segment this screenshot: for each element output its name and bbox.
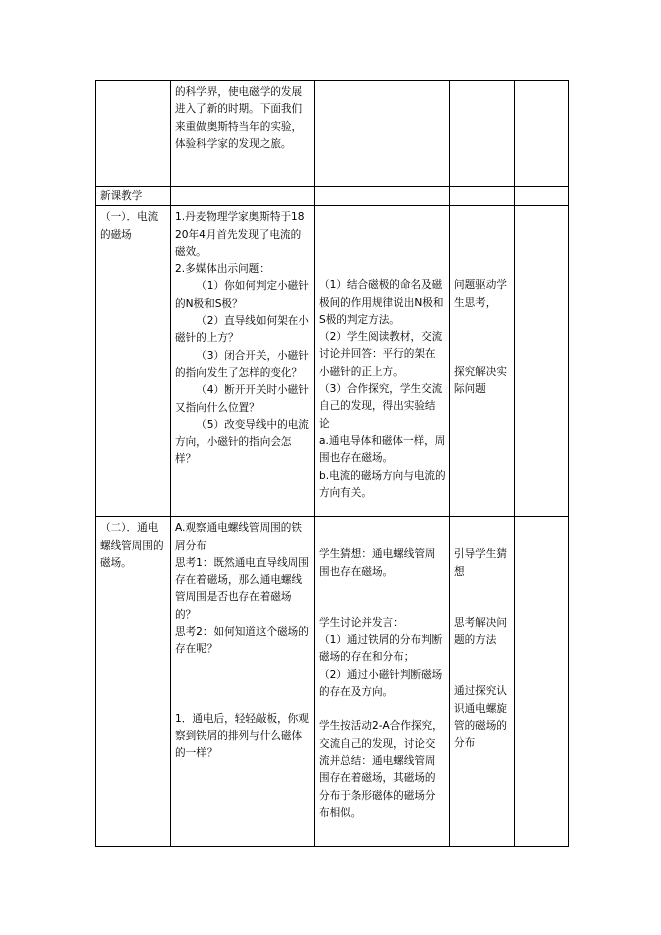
section-title: （一）．电流的磁场	[100, 211, 159, 241]
paragraph: 学生按活动2-A合作探究，交流自己的发现，讨论交流并总结：通电螺线管周围存在着磁场，其磁场的分布于条形磁体的磁场分布相似。	[319, 720, 443, 819]
table-row	[96, 187, 569, 206]
teacher-activity-cell	[171, 206, 315, 517]
student-activity-cell	[315, 517, 450, 847]
paragraph: 1.丹麦物理学家奥斯特于1820年4月首先发现了电流的磁效。	[175, 211, 305, 258]
paragraph: 思考1：既然通电直导线周围存在着磁场，那么通电螺线管周围是否也存在着磁场的？	[175, 556, 309, 621]
teacher-activity-cell	[171, 187, 315, 206]
paragraph: （2）学生阅读教材，交流讨论并回答：平行的架在小磁针的正上方。	[319, 331, 443, 378]
question-item: （1）你如何判定小磁针的N极和S极？	[175, 280, 309, 310]
section-cell	[96, 81, 171, 187]
notes-cell	[515, 206, 569, 517]
table-row	[96, 206, 569, 517]
notes-cell	[515, 187, 569, 206]
question-item: （4）断开开关时小磁针又指向什么位置？	[175, 384, 309, 414]
teacher-activity-cell	[171, 81, 315, 187]
paragraph: 的科学界，使电磁学的发展进入了新的时期。下面我们来重做奥斯特当年的实验，体验科学家的发现之旅。	[175, 86, 303, 150]
design-intent-cell	[450, 517, 515, 847]
paragraph: 通过探究认识通电螺旋管的磁场的分布	[454, 685, 507, 750]
design-intent-cell	[450, 206, 515, 517]
paragraph: （2）通过小磁针判断磁场的存在及方向。	[319, 668, 443, 699]
question-item: （5）改变导线中的电流方向，小磁针的指向会怎样？	[175, 418, 309, 466]
teacher-activity-cell	[171, 517, 315, 847]
paragraph: 探究解决实际问题	[454, 365, 507, 396]
student-activity-cell	[315, 81, 450, 187]
notes-cell	[515, 81, 569, 187]
paragraph: b.电流的磁场方向与电流的方向有关。	[319, 469, 446, 499]
paragraph: 2.多媒体出示问题：	[175, 263, 270, 276]
lesson-plan-table	[95, 80, 569, 847]
notes-cell	[515, 517, 569, 847]
paragraph: 思考2：如何知道这个磁场的存在呢？	[175, 626, 309, 656]
section-cell	[96, 206, 171, 517]
student-activity-cell	[315, 187, 450, 206]
student-activity-cell	[315, 206, 450, 517]
section-heading: 新课教学	[100, 190, 143, 202]
paragraph: 1．通电后，轻轻敲板，你观察到铁屑的排列与什么磁体的一样？	[175, 712, 309, 760]
paragraph: 学生猜想：通电螺线管周围也存在磁场。	[319, 548, 436, 578]
table-row	[96, 517, 569, 847]
design-intent-cell	[450, 187, 515, 206]
paragraph: （3）合作探究，学生交流自己的发现，得出实验结论	[319, 383, 443, 430]
question-item: （2）直导线如何架在小磁针的上方？	[175, 315, 309, 345]
paragraph: A.观察通电螺线管周围的铁屑分布	[175, 522, 302, 552]
section-cell	[96, 187, 171, 206]
paragraph: 问题驱动学生思考，	[454, 279, 507, 309]
table-row	[96, 81, 569, 187]
paragraph: 思考解决问题的方法	[454, 616, 507, 647]
section-title: （二）．通电螺线管周围的磁场。	[100, 522, 164, 569]
paragraph: 学生讨论并发言：	[319, 616, 404, 629]
paragraph: （1）结合磁极的命名及磁极间的作用规律说出N极和S极的判定方法。	[319, 279, 444, 326]
section-cell	[96, 517, 171, 847]
paragraph: a.通电导体和磁体一样，周围也存在磁场。	[319, 434, 446, 465]
paragraph: 引导学生猜想	[454, 548, 507, 578]
question-item: （3）闭合开关，小磁针的指向发生了怎样的变化？	[175, 349, 309, 379]
paragraph: （1）通过铁屑的分布判断磁场的存在和分布；	[319, 634, 443, 664]
design-intent-cell	[450, 81, 515, 187]
